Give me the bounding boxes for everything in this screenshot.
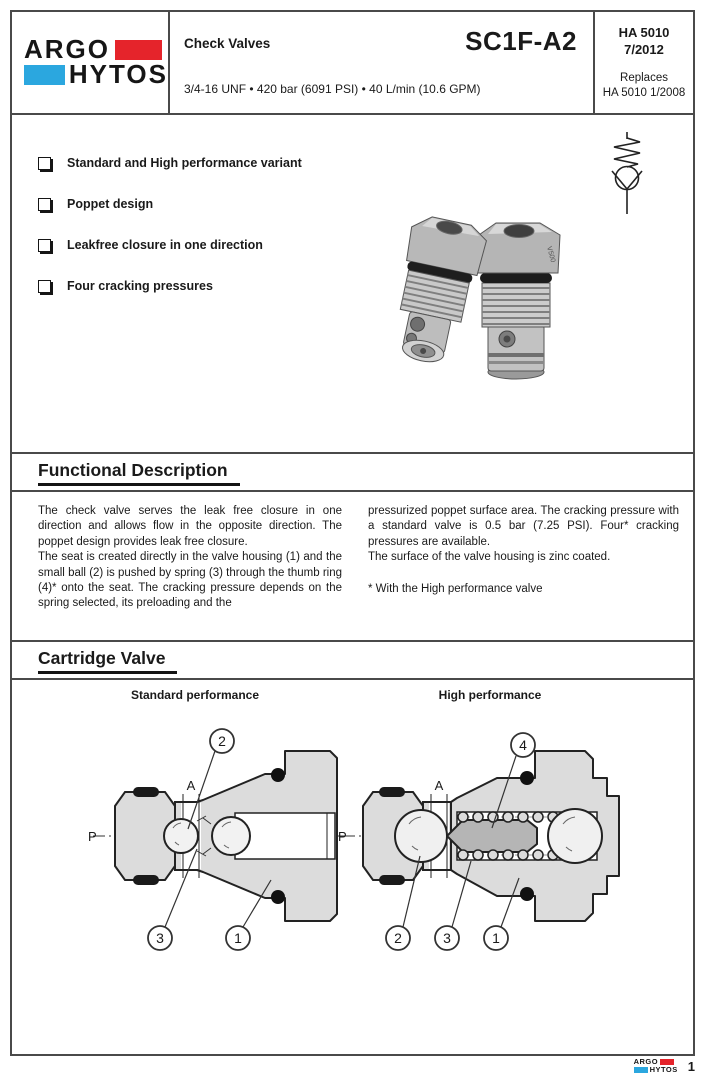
callout-3: 3	[443, 930, 451, 946]
brand-word-hytos: HYTOS	[68, 59, 168, 89]
callout-2: 2	[394, 930, 402, 946]
footnote: * With the High performance valve	[368, 582, 543, 595]
doc-code: HA 5010	[618, 25, 670, 40]
brand-word-argo: ARGO	[633, 1057, 659, 1066]
section-title: Cartridge Valve	[38, 642, 177, 674]
spec-summary: 3/4-16 UNF • 420 bar (6091 PSI) • 40 L/min (10.6 GPM)	[184, 82, 481, 96]
footer-brand-logo	[634, 1058, 678, 1074]
paragraph: The seat is created directly in the valve housing (1) and the small ball (2) is pushed by spring (3) through the thumb ring (4)* onto the seat. The cracking pressure depends on the spring selected, its preloading and the	[38, 551, 342, 610]
model-number: SC1F-A2	[465, 26, 577, 56]
list-item	[38, 156, 302, 170]
brand-word-hytos: HYTOS	[649, 1065, 678, 1074]
checkbox-bullet-icon	[38, 280, 51, 293]
brand-word-argo: ARGO	[24, 34, 110, 64]
doc-replaces	[595, 71, 693, 101]
description-right-column	[368, 504, 679, 612]
port-a-label: A	[434, 778, 444, 793]
section-functional-description	[12, 452, 693, 492]
feature-list	[38, 156, 302, 320]
port-p-label: P	[88, 829, 97, 844]
paragraph: The check valve serves the leak free closure in one direction and allows flow in the opposite direction. The poppet design provides leak free closure.	[38, 505, 342, 548]
section-cartridge-valve	[12, 640, 693, 680]
feature-label: Standard and High performance variant	[67, 156, 302, 170]
list-item	[38, 197, 302, 211]
brand-red-block	[115, 40, 162, 60]
callout-4: 4	[519, 737, 527, 753]
callout-3: 3	[156, 930, 164, 946]
doc-issue: 7/2012	[624, 42, 664, 57]
header-title-cell	[170, 12, 593, 113]
callout-1: 1	[234, 930, 242, 946]
checkbox-bullet-icon	[38, 198, 51, 211]
description-left-column	[38, 504, 342, 612]
callout-1: 1	[492, 930, 500, 946]
feature-label: Four cracking pressures	[67, 279, 213, 293]
valve-marking: V500	[545, 245, 557, 264]
checkbox-bullet-icon	[38, 239, 51, 252]
brand-logo	[12, 12, 170, 113]
check-valve-symbol-icon	[598, 130, 656, 218]
page-number: 1	[687, 1058, 695, 1074]
product-photo	[364, 175, 596, 405]
paragraph: The surface of the valve housing is zinc coated.	[368, 551, 611, 564]
valve-cartridge-right	[476, 223, 560, 379]
product-category: Check Valves	[184, 36, 271, 51]
functional-description-body	[38, 504, 679, 612]
header	[12, 12, 693, 115]
section-title: Functional Description	[38, 454, 240, 486]
brand-cyan-block	[634, 1067, 648, 1073]
feature-label: Leakfree closure in one direction	[67, 238, 263, 252]
standard-performance-label: Standard performance	[130, 688, 260, 702]
doc-info-cell	[593, 12, 693, 113]
page-footer	[634, 1058, 695, 1074]
standard-performance-diagram	[85, 718, 355, 963]
paragraph: pressurized poppet surface area. The cracking pressure with a standard valve is 0.5 bar (7.25 PSI). Four* cracking pressures are available.	[368, 505, 679, 548]
valve-cartridge-left	[385, 213, 489, 369]
list-item	[38, 279, 302, 293]
page-frame	[10, 10, 695, 1056]
port-a-label: A	[186, 778, 196, 793]
replaces-label: Replaces	[620, 72, 668, 84]
brand-cyan-block	[24, 65, 65, 85]
high-performance-diagram	[335, 718, 625, 963]
feature-label: Poppet design	[67, 197, 154, 211]
high-performance-label: High performance	[438, 688, 542, 702]
list-item	[38, 238, 302, 252]
callout-2: 2	[218, 733, 226, 749]
checkbox-bullet-icon	[38, 157, 51, 170]
port-p-label: P	[338, 829, 347, 844]
replaces-code: HA 5010 1/2008	[602, 87, 686, 99]
